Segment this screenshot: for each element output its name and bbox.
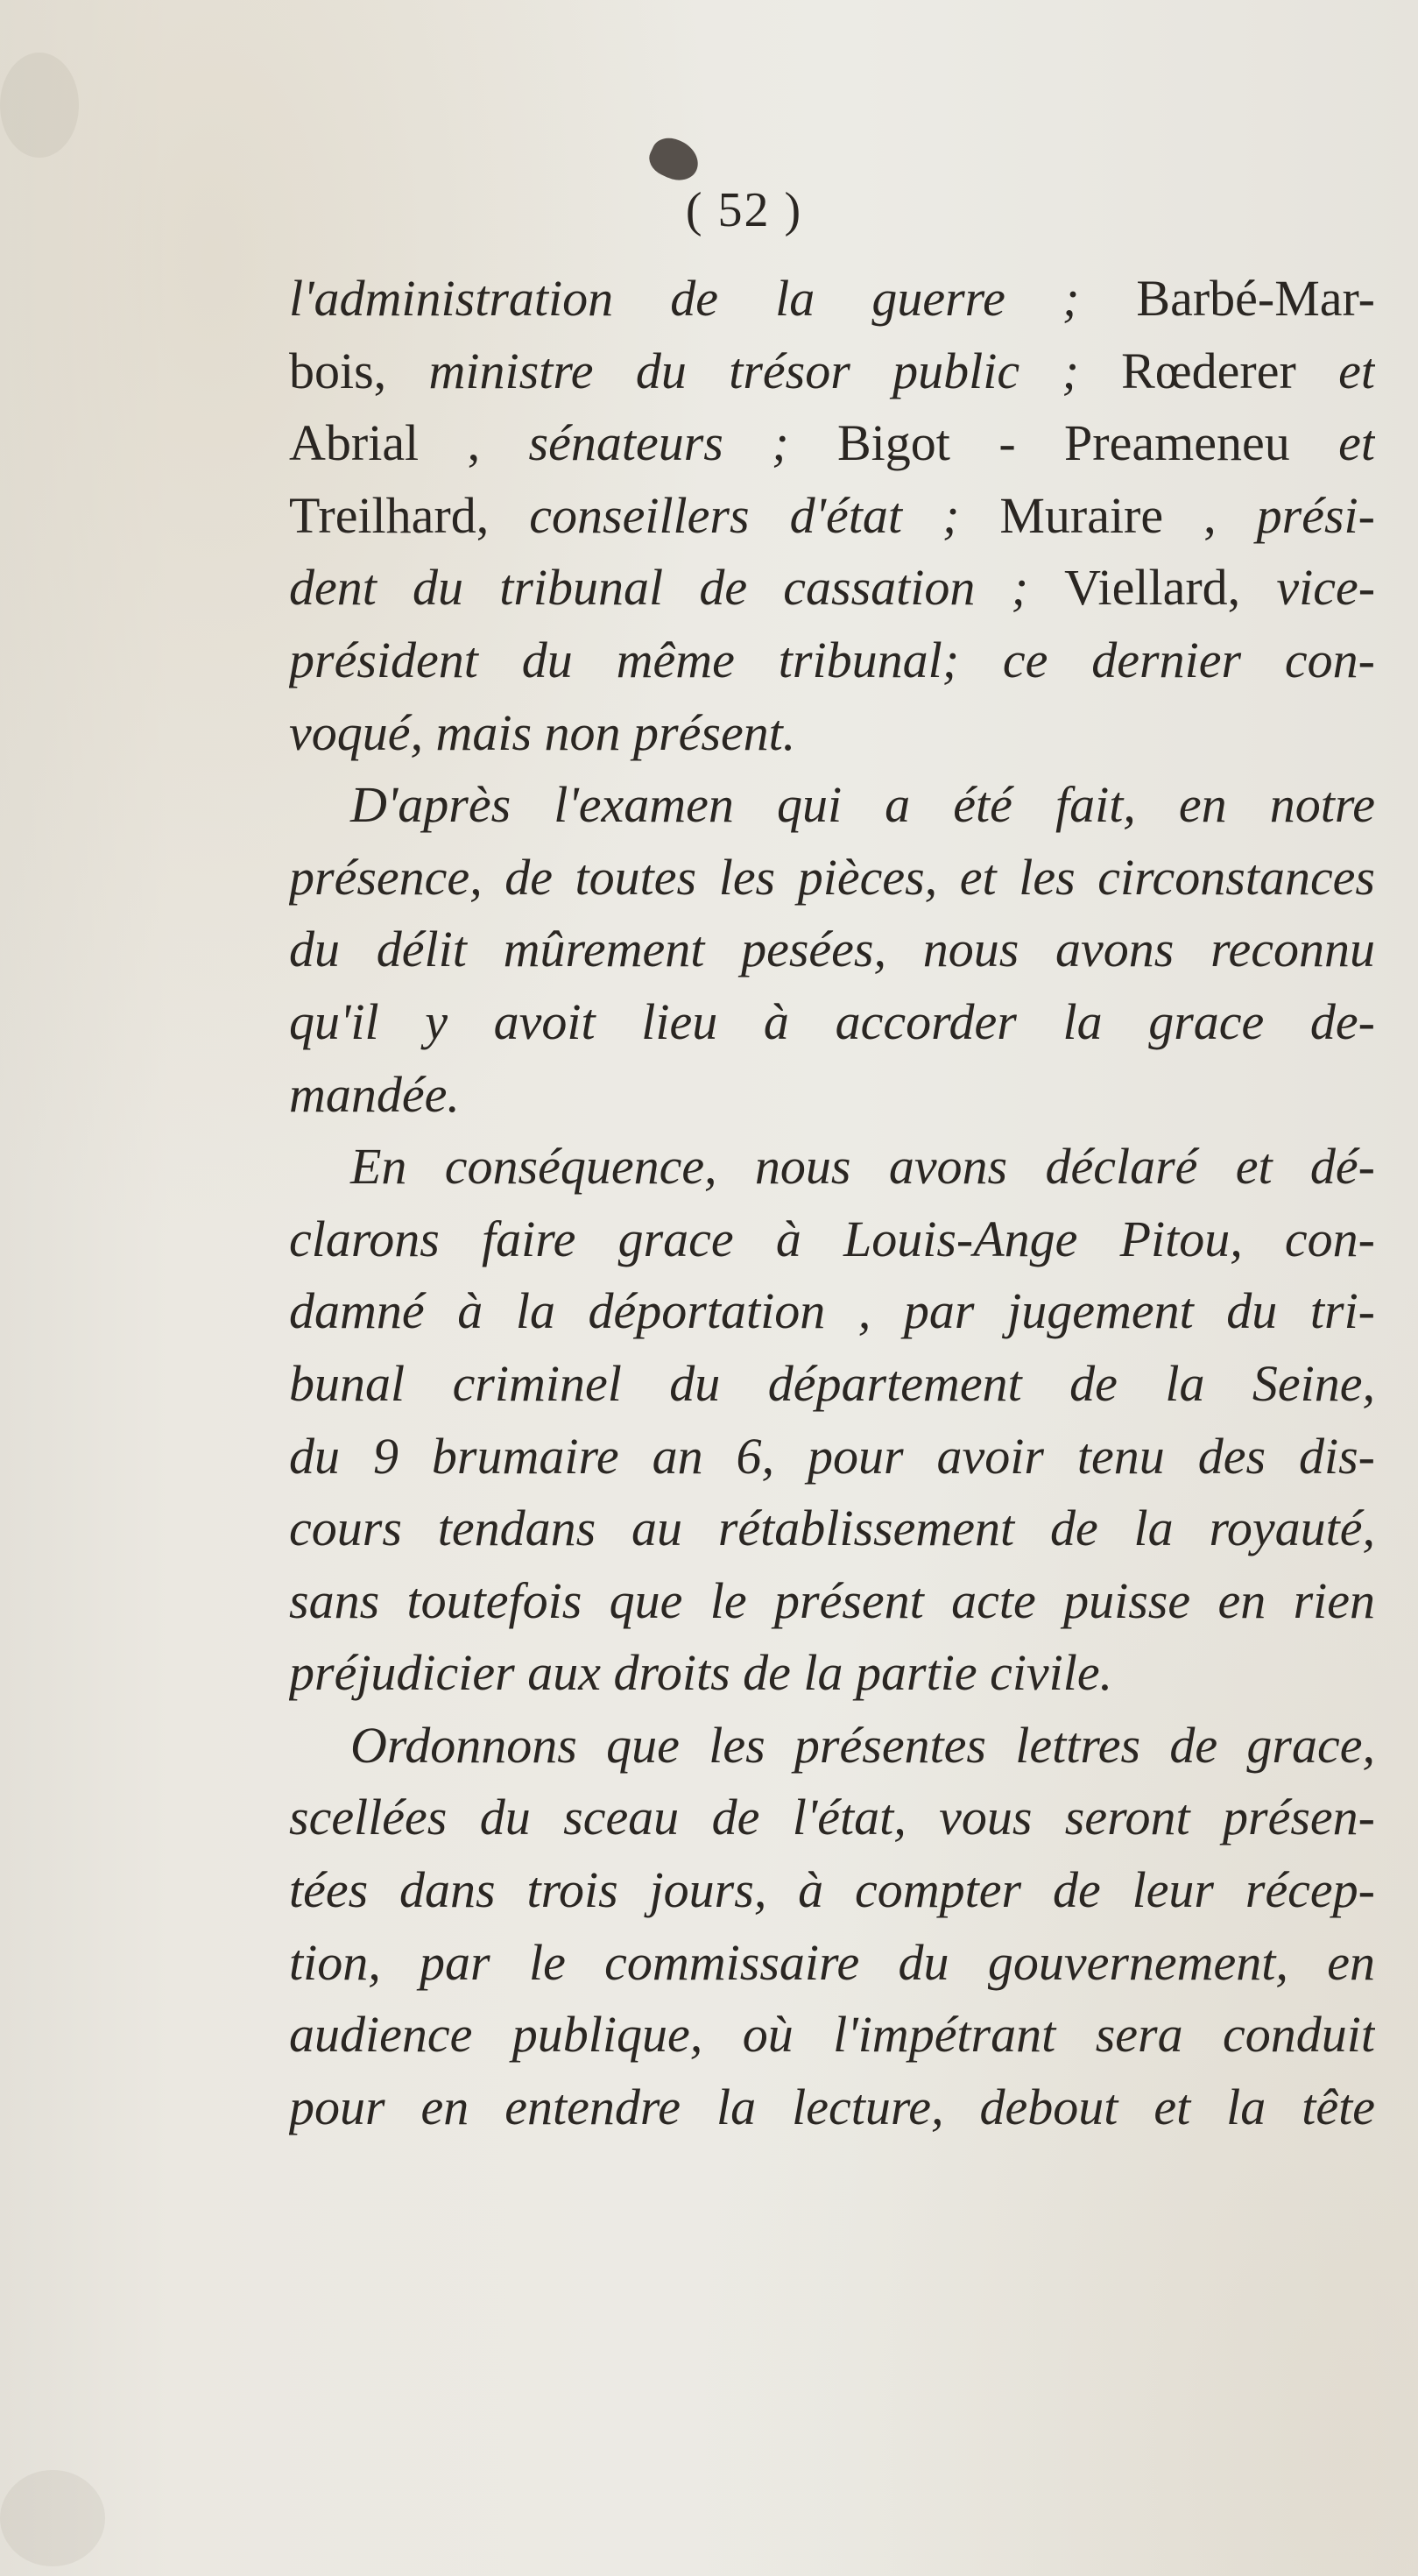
body-text [289,263,1375,2143]
text-segment: prési- [1256,486,1375,544]
text-segment: président du même tribunal; ce dernier con- [289,631,1375,688]
text-line [289,1637,1375,1710]
text-segment: mandée. [289,1065,460,1123]
text-segment: bois, [289,342,429,399]
text-line [289,263,1375,335]
text-line [289,1493,1375,1565]
text-segment: Barbé-Mar- [1136,270,1375,327]
text-line [289,1927,1375,2000]
text-line [289,407,1375,480]
text-line [289,697,1375,770]
text-segment: En conséquence, nous avons déclaré et dé- [350,1138,1375,1196]
text-line [289,1131,1375,1203]
text-segment: dent du tribunal de cassation ; [289,559,1065,617]
text-segment: et [1338,414,1375,472]
text-segment: sénateurs ; [528,414,837,472]
text-segment: tion, par le commissaire du gouvernement, en [289,1933,1375,1991]
text-segment: scellées du sceau de l'état, vous seront présen- [289,1789,1375,1846]
text-segment: Ordonnons que les présentes lettres de grace, [350,1716,1375,1774]
text-line [289,842,1375,914]
text-segment: qu'il y avoit lieu à accorder la grace de- [289,992,1375,1050]
text-line [289,1565,1375,1638]
text-line [289,335,1375,408]
text-segment: bunal criminel du département de la Seine, [289,1354,1375,1412]
text-segment: clarons faire grace à Louis-Ange Pitou, con- [289,1210,1375,1267]
text-segment: Muraire , [999,486,1257,544]
text-segment: Rœderer [1121,342,1339,399]
text-segment: du délit mûrement pesées, nous avons reconnu [289,921,1375,978]
text-segment: préjudicier aux droits de la partie civile. [289,1644,1113,1702]
text-segment: ministre du trésor public ; [428,342,1122,399]
text-segment: Bigot - Preameneu [836,414,1339,472]
ink-blot [644,131,704,187]
text-segment: Viellard, [1064,559,1277,617]
text-line [289,480,1375,553]
text-line [289,1348,1375,1421]
text-segment: Treilhard, [289,486,530,544]
text-line [289,1203,1375,1276]
text-segment: D'après l'examen qui a été fait, en notre [350,776,1375,834]
text-segment: tées dans trois jours, à compter de leur récep- [289,1861,1375,1919]
text-line [289,2071,1375,2144]
text-segment: présence, de toutes les pièces, et les circonstances [289,848,1375,906]
text-segment: du 9 brumaire an 6, pour avoir tenu des dis- [289,1427,1375,1485]
page-number: ( 52 ) [685,183,803,237]
text-line [289,914,1375,986]
text-line [289,1710,1375,1782]
text-line [289,625,1375,697]
text-line [289,552,1375,625]
text-segment: conseillers d'état ; [529,486,1000,544]
text-line [289,1275,1375,1348]
text-line [289,1999,1375,2071]
text-line [289,1782,1375,1854]
text-segment: audience publique, où l'impétrant sera conduit [289,2006,1375,2064]
paper-stain [0,2470,105,2566]
text-line [289,769,1375,842]
text-segment: cours tendans au rétablissement de la royauté, [289,1500,1375,1557]
text-segment: et [1338,342,1375,399]
text-segment: Abrial , [289,414,529,472]
text-line [289,1854,1375,1927]
text-line [289,986,1375,1059]
text-line [289,1421,1375,1493]
text-segment: sans toutefois que le présent acte puisse en rien [289,1571,1375,1629]
paper-stain [0,53,79,158]
text-segment: l'administration de la guerre ; [289,270,1137,327]
text-line [289,1059,1375,1132]
text-segment: voqué, mais non présent. [289,703,796,761]
text-segment: pour en entendre la lecture, debout et la tête [289,2078,1375,2135]
text-segment: vice- [1276,559,1375,617]
text-segment: damné à la déportation , par jugement du tri- [289,1282,1375,1340]
